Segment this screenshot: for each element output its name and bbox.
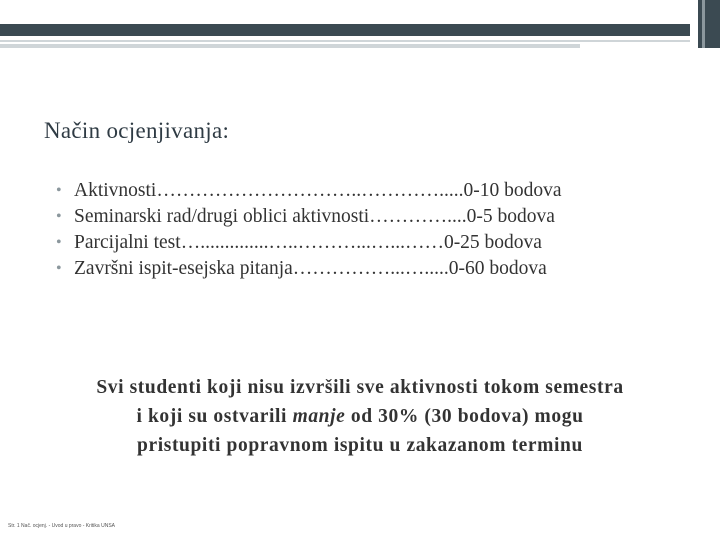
bullet-icon: • — [56, 260, 62, 277]
item-leader: …………………………..…………..... — [156, 180, 464, 201]
note-line: Svi studenti koji nisu izvršili sve aktivnosti tokom semestra — [96, 377, 624, 398]
corner-decoration — [696, 0, 720, 48]
grading-list — [56, 178, 696, 282]
header-rule — [0, 40, 690, 42]
item-name: Aktivnosti — [74, 180, 157, 201]
item-name: Završni ispit-esejska pitanja — [74, 258, 293, 279]
note-text: od 30% (30 bodova) mogu — [345, 406, 584, 427]
header-accent-bar — [0, 44, 580, 48]
item-name: Parcijalni test — [74, 232, 181, 253]
item-range: 0-60 bodova — [448, 258, 547, 279]
item-leader: ………….... — [369, 206, 467, 227]
note-line — [40, 402, 680, 431]
list-item — [56, 256, 696, 282]
item-name: Seminarski rad/drugi oblici aktivnosti — [74, 206, 370, 227]
note-text: i koji su ostvarili — [136, 406, 293, 427]
slide-footer: Str. 1 Nač. ocjenj. - Uvod u pravo - Kritika UNSA — [8, 523, 115, 529]
item-leader: ……………...…..... — [292, 258, 449, 279]
list-item — [56, 230, 696, 256]
note-emphasis: manje — [292, 406, 346, 427]
item-leader: …..............…..………...…...…… — [180, 232, 444, 253]
header-band — [0, 24, 690, 36]
item-range: 0-5 bodova — [466, 206, 555, 227]
slide-title: Način ocjenjivanja: — [44, 118, 230, 143]
item-range: 0-25 bodova — [443, 232, 542, 253]
list-item — [56, 204, 696, 230]
list-item — [56, 178, 696, 204]
bullet-icon: • — [56, 208, 62, 225]
retake-note — [40, 373, 680, 460]
item-range: 0-10 bodova — [463, 180, 562, 201]
bullet-icon: • — [56, 182, 62, 199]
note-line: pristupiti popravnom ispitu u zakazanom terminu — [137, 435, 583, 456]
bullet-icon: • — [56, 234, 62, 251]
corner-stripe — [702, 0, 705, 48]
